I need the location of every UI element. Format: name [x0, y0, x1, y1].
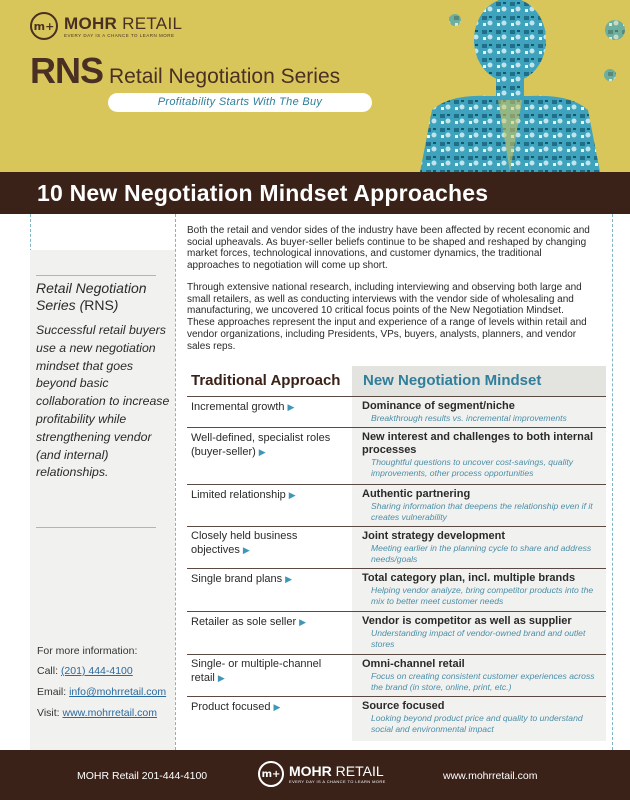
footer-website-link[interactable]: www.mohrretail.com: [443, 770, 538, 782]
traditional-cell: Product focused ▶: [191, 701, 281, 713]
column-header-traditional: Traditional Approach: [191, 372, 341, 389]
arrow-right-icon: ▶: [288, 490, 296, 500]
arrow-right-icon: ▶: [285, 574, 293, 584]
brand-logo: [30, 12, 182, 40]
arrow-right-icon: ▶: [287, 402, 295, 412]
header-tagline: Profitability Starts With The Buy: [108, 93, 372, 112]
series-abbr: RNS: [30, 50, 104, 91]
intro-paragraph-1: Both the retail and vendor sides of the industry have been affected by recent economic and social upheavals. As buyer-seller beliefs continue to be shaped and reshaped by changing market forces, technological innovations, and customer dynamics, the traditional approaches to negotiation will come up short.: [187, 225, 590, 272]
row-divider: [187, 427, 606, 428]
row-divider: [187, 526, 606, 527]
brand-tagline: EVERY DAY IS A CHANCE TO LEARN MORE: [64, 32, 175, 38]
dashed-divider: [612, 214, 613, 750]
traditional-cell: Single brand plans ▶: [191, 573, 293, 585]
title-band: [0, 172, 630, 214]
footer-contact: MOHR Retail 201-444-4100: [77, 770, 208, 782]
brand-name: MOHR RETAIL: [64, 13, 183, 33]
traditional-cell: Retailer as sole seller ▶: [191, 616, 307, 628]
phone-line: Call: (201) 444-4100: [37, 665, 133, 677]
new-mindset-cell: Total category plan, incl. multiple brands Helping vendor analyze, bring competitor products into the mix to better meet customer needs: [362, 572, 594, 606]
row-divider: [187, 696, 606, 697]
email-line: Email: info@mohrretail.com: [37, 686, 167, 698]
new-mindset-cell: Joint strategy development Meeting earlier in the planning cycle to share and address needs/goals: [362, 530, 592, 564]
new-mindset-cell: Omni-channel retail Focus on creating consistent customer experiences across the brand (in store, online, print, etc.): [362, 658, 595, 692]
logo-mark: m+: [33, 19, 55, 33]
footer-logo: m+ MOHR RETAIL EVERY DAY IS A CHANCE TO LEARN MORE: [258, 761, 386, 787]
more-info-label: For more information:: [37, 645, 138, 657]
logo-mark-icon: m+: [258, 761, 284, 787]
intro-paragraph-2: Through extensive national research, including interviewing and observing both large and small retailers, as well as conducting interviews with the vendor side of wholesaling and manufacturing, we uncovered 10 critical focus points of the New Negotiation Mindset. These approaches represent the input and experience of a range of levels within retail and vendor organizations, including Presidents, VPs, buyers, analysts, planners, and vendor sales reps.: [187, 282, 587, 352]
traditional-cell: Incremental growth ▶: [191, 401, 295, 413]
arrow-right-icon: ▶: [273, 702, 281, 712]
sidebar-title: Retail Negotiation Series (RNS): [36, 280, 147, 313]
page-title: 10 New Negotiation Mindset Approaches: [37, 180, 489, 206]
dashed-divider: [175, 214, 176, 750]
column-header-new: New Negotiation Mindset: [352, 366, 606, 396]
phone-link[interactable]: (201) 444-4100: [60, 665, 133, 677]
traditional-cell: Closely held business objectives ▶: [191, 530, 298, 556]
row-divider: [187, 654, 606, 655]
arrow-right-icon: ▶: [242, 544, 250, 555]
logo-mark-icon: [30, 12, 58, 40]
row-divider: [187, 396, 606, 397]
arrow-right-icon: ▶: [258, 446, 266, 457]
header-banner: [0, 0, 630, 172]
new-mindset-cell: Dominance of segment/niche Breakthrough results vs. incremental improvements: [362, 400, 567, 423]
series-title: [30, 50, 340, 92]
email-link[interactable]: info@mohrretail.com: [69, 686, 167, 698]
website-line: Visit: www.mohrretail.com: [37, 707, 158, 719]
website-link[interactable]: www.mohrretail.com: [62, 707, 158, 719]
series-name: Retail Negotiation Series: [109, 65, 341, 88]
new-mindset-cell: New interest and challenges to both internal processes Thoughtful questions to uncover cost-savings, quality improvements, other process opportunities: [362, 431, 594, 478]
arrow-right-icon: ▶: [299, 617, 307, 627]
traditional-cell: Single- or multiple-channel retail ▶: [191, 658, 322, 684]
footer-bar: [0, 750, 630, 800]
arrow-right-icon: ▶: [217, 672, 225, 683]
sidebar-description: Successful retail buyers use a new negotiation mindset that goes beyond basic collaboration to increase profitability while strengthening vendor (and internal) relationships.: [36, 323, 170, 480]
row-divider: [187, 611, 606, 612]
new-mindset-cell: Authentic partnering Sharing information that deepens the relationship even if it creates vulnerability: [362, 488, 593, 522]
sidebar-rule: [36, 527, 156, 528]
sidebar-rule: [36, 275, 156, 276]
traditional-cell: Well-defined, specialist roles (buyer-seller) ▶: [191, 432, 331, 458]
new-mindset-cell: Vendor is competitor as well as supplier Understanding impact of vendor-owned brand and outlet stores: [362, 615, 586, 649]
new-mindset-cell: Source focused Looking beyond product price and quality to understand social and environmental impact: [362, 700, 583, 734]
person-silhouette-icon: [410, 0, 630, 172]
traditional-cell: Limited relationship ▶: [191, 489, 296, 501]
row-divider: [187, 484, 606, 485]
row-divider: [187, 568, 606, 569]
